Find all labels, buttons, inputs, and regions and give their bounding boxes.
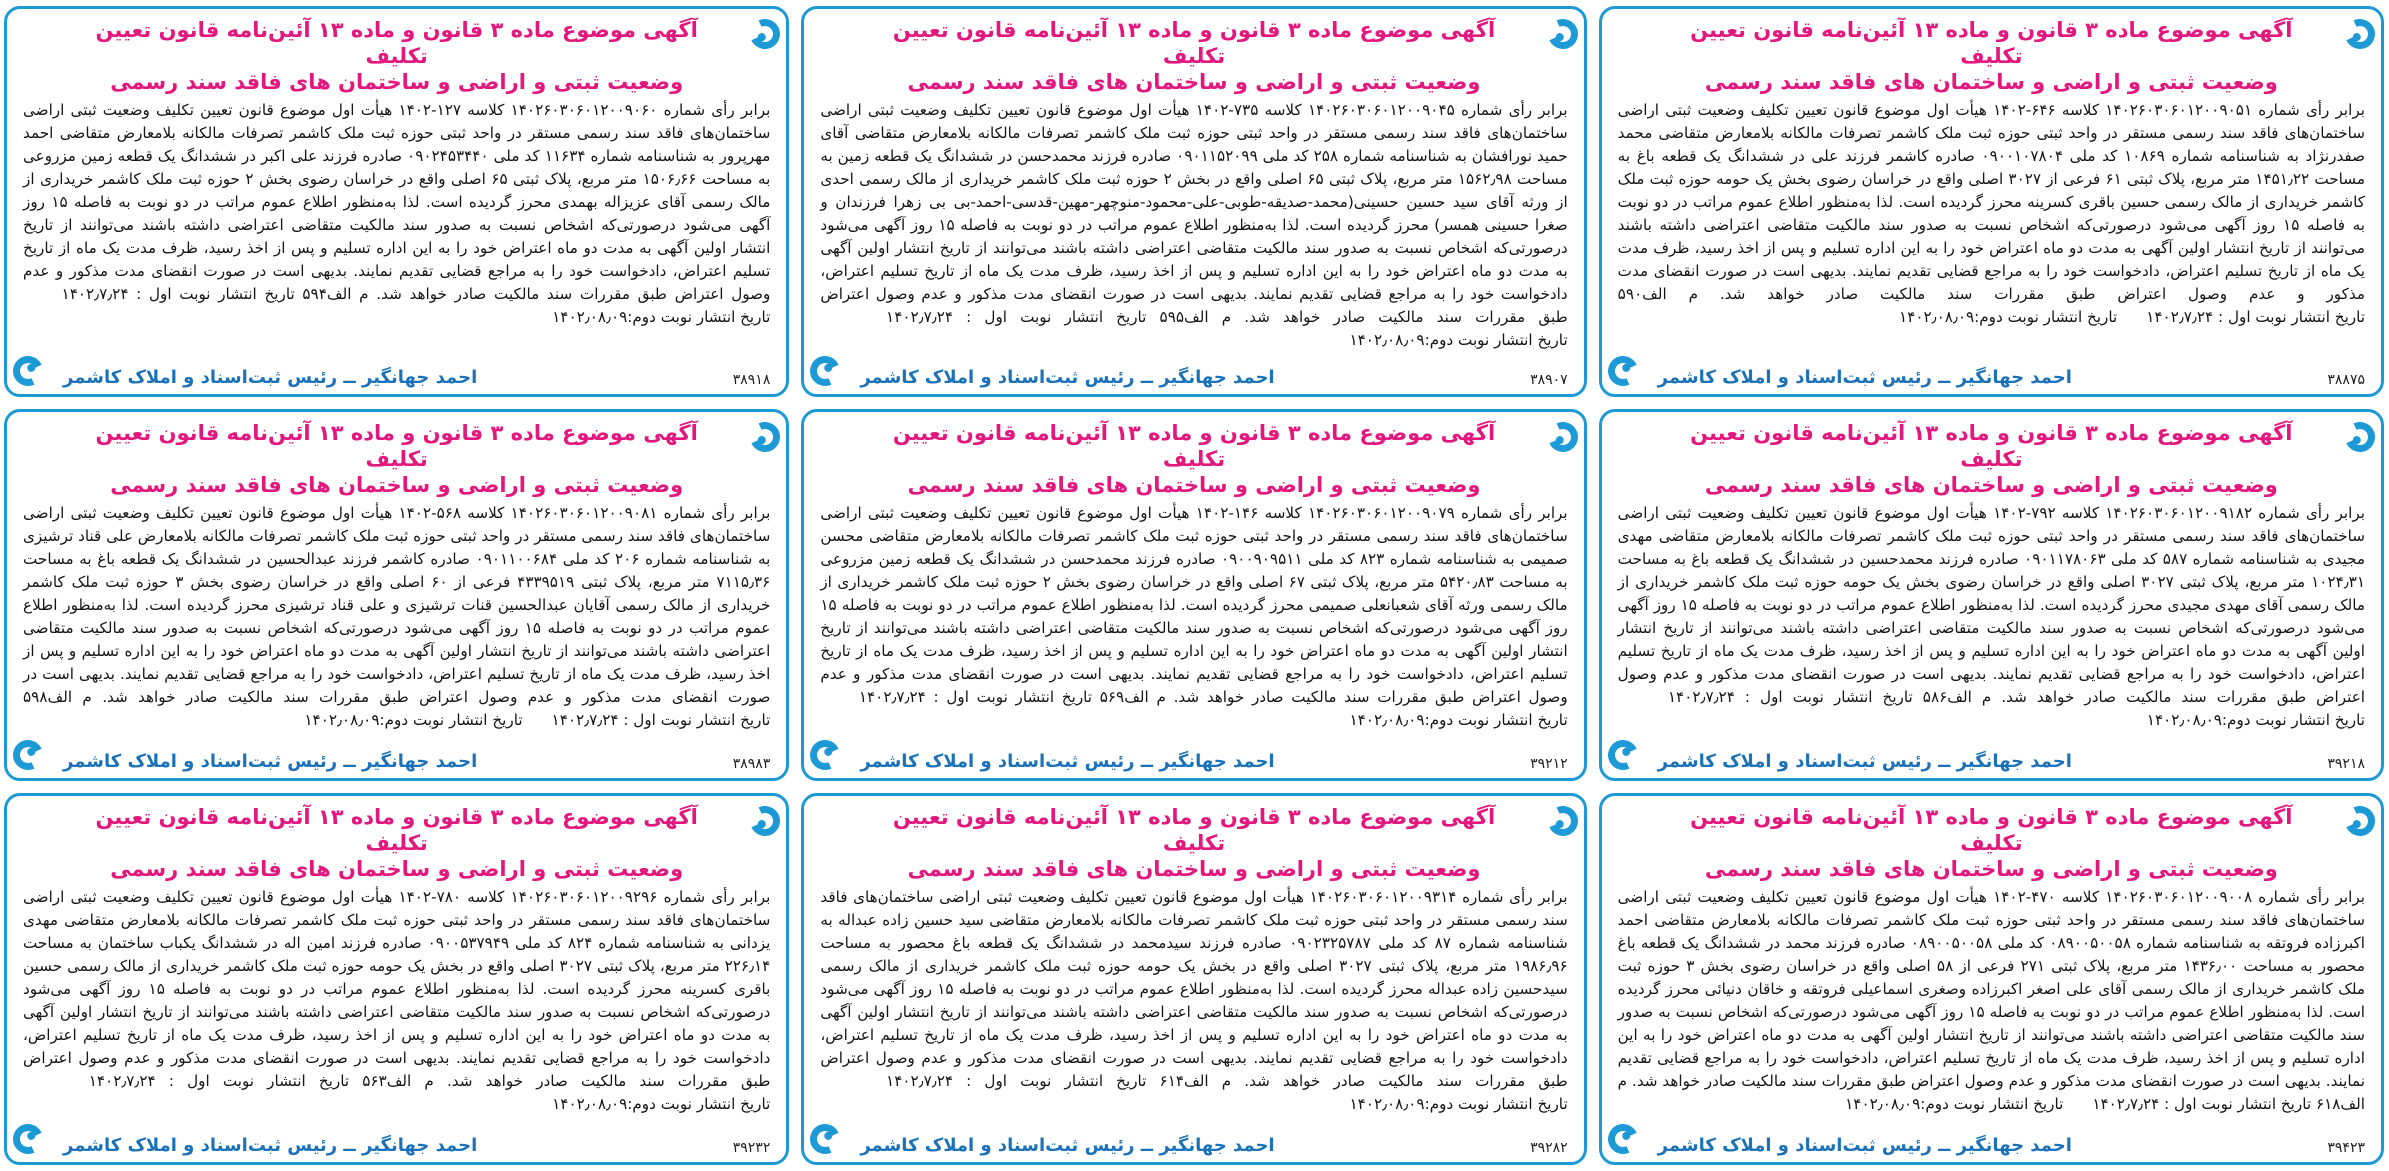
notice-footer (820, 1120, 1567, 1156)
notice-footer (23, 1120, 770, 1156)
notice-title-line1: آگهی موضوع ماده ۳ قانون و ماده ۱۳ آئین‌نامه قانون تعیین تکلیف (95, 18, 698, 68)
notice-title-line2: وضعیت ثبتی و اراضی و ساختمان های فاقد سند رسمی (907, 70, 1481, 94)
swirl-ornament-icon (746, 418, 784, 456)
notice-body (1618, 886, 2365, 1116)
notice-ref: م الف۶۱۴ (1159, 1072, 1232, 1090)
legal-notice (1599, 409, 2384, 781)
notice-body-specific: برابر رأی شماره ۱۴۰۲۶۰۳۰۶۰۱۲۰۰۹۱۸۲ کلاسه ۷۹۲-۱۴۰۲ هیأت اول موضوع قانون تعیین تکلیف وضعیت ثبتی اراضی ساختمان‌های فاقد سند رسمی مستقر در واحد ثبتی حوزه ثبت ملک کاشمر تصرفات مالکانه بلامعارض متقاضی مهدی مجیدی به شناسنامه شماره ۵۸۷ کد ملی ۰۹۰۱۱۷۸۰۶۳ صادره فرزند محمدحسین در ششدانگ یک قطعه باغ به مساحت ۱۰۲۴٫۳۱ متر مربع، پلاک ثبتی ۳۰۲۷ اصلی واقع در خراسان رضوی بخش یک حومه حوزه ثبت ملک کاشمر خریداری از مالک رسمی آقای مهدی مجیدی محرز گردیده است. (1617, 504, 2366, 614)
publish-date-first: تاریخ انتشار نوبت اول : ۱۴۰۲٫۷٫۲۴ (88, 1072, 350, 1090)
publish-date-second: تاریخ انتشار نوبت دوم:۱۴۰۲٫۰۸٫۰۹ (552, 1095, 771, 1113)
notice-title-line2: وضعیت ثبتی و اراضی و ساختمان های فاقد سند رسمی (1704, 473, 2278, 497)
notice-title-line2: وضعیت ثبتی و اراضی و ساختمان های فاقد سند رسمی (907, 473, 1481, 497)
publish-date-first: تاریخ انتشار نوبت اول : ۱۴۰۲٫۷٫۲۴ (2146, 308, 2365, 326)
publish-date-first: تاریخ انتشار نوبت اول : ۱۴۰۲٫۷٫۲۴ (1667, 688, 1913, 706)
notice-id: ۳۹۴۲۳ (2327, 1140, 2365, 1156)
notice-body-common: لذا به‌منظور اطلاع عموم مراتب در دو نوبت به فاصله ۱۵ روز آگهی می‌شود درصورتی‌که اشخاص نسبت به صدور سند مالکیت متقاضی اعتراضی داشته باشند می‌توانند از تاریخ انتشار اولین آگهی به مدت دو ماه اعتراض خود را به این اداره تسلیم و پس از اخذ رسید، ظرف مدت یک ماه از تاریخ تسلیم اعتراض، دادخواست خود را به مراجع قضایی تقدیم نمایند. بدیهی است در صورت انقضای مدت مذکور و عدم وصول اعتراض طبق مقررات سند مالکیت صادر خواهد شد. (1617, 1003, 2366, 1090)
notice-ref: م الف۵۶۳ (362, 1072, 434, 1090)
notice-body-specific: برابر رأی شماره ۱۴۰۲۶۰۳۰۶۰۱۲۰۰۹۰۶۰ کلاسه ۱۲۷-۱۴۰۲ هیأت اول موضوع قانون تعیین تکلیف وضعیت ثبتی اراضی ساختمان‌های فاقد سند رسمی مستقر در واحد ثبتی حوزه ثبت ملک کاشمر تصرفات مالکانه بلامعارض متقاضی احمد مهرپرور به شناسنامه شماره ۱۱۶۳۴ کد ملی ۰۹۰۲۴۵۳۴۴۰ صادره فرزند علی اکبر در ششدانگ یک قطعه زمین مزروعی به مساحت ۱۵۰۶٫۶۶ متر مربع، پلاک ثبتی ۶۵ اصلی واقع در خراسان رضوی بخش ۲ حوزه ثبت ملک کاشمر خریداری از مالک رسمی آقای عزیزاله بهمدی محرز گردیده است. (23, 101, 771, 211)
notice-title-line1: آگهی موضوع ماده ۳ قانون و ماده ۱۳ آئین‌نامه قانون تعیین تکلیف (1690, 805, 2293, 855)
notice-title (1658, 420, 2325, 498)
swirl-ornament-icon (1543, 802, 1581, 840)
notice-ref: م الف۵۹۰ (1617, 285, 1698, 303)
notice-title (1658, 804, 2325, 882)
notice-title-line2: وضعیت ثبتی و اراضی و ساختمان های فاقد سند رسمی (1704, 857, 2278, 881)
publish-date-second: تاریخ انتشار نوبت دوم:۱۴۰۲٫۰۸٫۰۹ (1899, 308, 2118, 326)
notice-ref: م الف۵۹۵ (1159, 308, 1232, 326)
notice-body (820, 886, 1567, 1116)
legal-notice (4, 409, 789, 781)
legal-notice (4, 6, 789, 397)
legal-notice (1599, 6, 2384, 397)
notice-body-specific: برابر رأی شماره ۱۴۰۲۶۰۳۰۶۰۱۲۰۰۹۰۴۵ کلاسه ۷۳۵-۱۴۰۲ هیأت اول موضوع قانون تعیین تکلیف وضعیت ثبتی اراضی ساختمان‌های فاقد سند رسمی مستقر در واحد ثبتی حوزه ثبت ملک کاشمر تصرفات مالکانه بلامعارض متقاضی آقای حمید نورافشان به شناسنامه شماره ۲۵۸ کد ملی ۰۹۰۱۱۵۲۰۹۹ صادره فرزند محمدحسن در ششدانگ یک قطعه زمین به مساحت ۱۵۶۲٫۹۸ متر مربع، پلاک ثبتی ۶۵ اصلی واقع در بخش ۲ حوزه ثبت ملک کاشمر خریداری از مالک رسمی احدی از ورثه آقای سید حسین حسینی(محمد-صدیقه-طوبی-علی-محمود-منوچهر-مهین-قدسی-احمد-بی بی زهرا فرزندان و صغرا حسینی همسر) محرز گردیده است. (820, 101, 1568, 234)
notice-title (63, 17, 730, 95)
publish-date-second: تاریخ انتشار نوبت دوم:۱۴۰۲٫۰۸٫۰۹ (1845, 1095, 2064, 1113)
notice-body-specific: برابر رأی شماره ۱۴۰۲۶۰۳۰۶۰۱۲۰۰۹۰۰۸ کلاسه ۴۷۰-۱۴۰۲ هیأت اول موضوع قانون تعیین تکلیف وضعیت ثبتی اراضی ساختمان‌های فاقد سند رسمی مستقر در واحد ثبتی حوزه ثبت ملک کاشمر تصرفات مالکانه بلامعارض متقاضی احمد اکبرزاده فروتقه به شناسنامه شماره ۰۸۹۰۰۵۰۰۵۸ کد ملی ۰۸۹۰۰۵۰۰۵۸ صادره فرزند محمد در ششدانگ یک قطعه باغ محصور به مساحت ۱۴۳۶٫۰۰ متر مربع، پلاک ثبتی ۲۷۱ فرعی از ۵۸ اصلی واقع در خراسان رضوی بخش ۳ حوزه ثبت ملک کاشمر خریداری از مالک رسمی آقای علی اصغر اکبرزاده وصغری اسماعیلی فروتقه و خاقان دنیائی محرز گردیده است. (1617, 888, 2366, 1021)
swirl-ornament-icon (2341, 802, 2379, 840)
notice-body-common: لذا به‌منظور اطلاع عموم مراتب در دو نوبت به فاصله ۱۵ روز آگهی می‌شود درصورتی‌که اشخاص نسبت به صدور سند مالکیت متقاضی اعتراضی داشته باشند می‌توانند از تاریخ انتشار اولین آگهی به مدت دو ماه اعتراض خود را به این اداره تسلیم و پس از اخذ رسید، ظرف مدت یک ماه از تاریخ تسلیم اعتراض، دادخواست خود را به مراجع قضایی تقدیم نمایند. بدیهی است در صورت انقضای مدت مذکور و عدم وصول اعتراض طبق مقررات سند مالکیت صادر خواهد شد. (23, 980, 771, 1090)
notice-body-common: لذا به‌منظور اطلاع عموم مراتب در دو نوبت به فاصله ۱۵ روز آگهی می‌شود درصورتی‌که اشخاص نسبت به صدور سند مالکیت متقاضی اعتراضی داشته باشند می‌توانند از تاریخ انتشار اولین آگهی به مدت دو ماه اعتراض خود را به این اداره تسلیم و پس از اخذ رسید، ظرف مدت یک ماه از تاریخ تسلیم اعتراض، دادخواست خود را به مراجع قضایی تقدیم نمایند. بدیهی است در صورت انقضای مدت مذکور و عدم وصول اعتراض طبق مقررات سند مالکیت صادر خواهد شد. (1617, 193, 2365, 303)
notice-ref: م الف۵۶۹ (1099, 688, 1166, 706)
notice-id: ۳۹۲۳۲ (732, 1140, 771, 1156)
publish-date-second: تاریخ انتشار نوبت دوم:۱۴۰۲٫۰۸٫۰۹ (1349, 1095, 1568, 1113)
notice-footer (820, 352, 1567, 388)
notice-title (1658, 17, 2325, 95)
notice-body (820, 99, 1567, 352)
notice-title (860, 420, 1527, 498)
signature: احمد جهانگیر ــ رئیس ثبت‌اسناد و املاک کاشمر (1657, 1135, 2072, 1156)
notice-id: ۳۹۲۸۲ (1530, 1140, 1568, 1156)
legal-notice (801, 793, 1586, 1165)
notice-body-common: لذا به‌منظور اطلاع عموم مراتب در دو نوبت به فاصله ۱۵ روز آگهی می‌شود درصورتی‌که اشخاص نسبت به صدور سند مالکیت متقاضی اعتراضی داشته باشند می‌توانند از تاریخ انتشار اولین آگهی به مدت دو ماه اعتراض خود را به این اداره تسلیم و پس از اخذ رسید، ظرف مدت یک ماه از تاریخ تسلیم اعتراض، دادخواست خود را به مراجع قضایی تقدیم نمایند. بدیهی است در صورت انقضای مدت مذکور و عدم وصول اعتراض طبق مقررات سند مالکیت صادر خواهد شد. (23, 193, 771, 303)
publish-date-first: تاریخ انتشار نوبت اول : ۱۴۰۲٫۷٫۲۴ (858, 688, 1093, 706)
notice-footer (23, 352, 770, 388)
signature: احمد جهانگیر ــ رئیس ثبت‌اسناد و املاک کاشمر (1657, 367, 2072, 388)
signature: احمد جهانگیر ــ رئیس ثبت‌اسناد و املاک کاشمر (860, 1135, 1275, 1156)
notice-id: ۳۸۹۰۷ (1530, 372, 1568, 388)
publish-date-second: تاریخ انتشار نوبت دوم:۱۴۰۲٫۰۸٫۰۹ (1349, 331, 1568, 349)
notice-footer (820, 736, 1567, 772)
notice-body-common: لذا به‌منظور اطلاع عموم مراتب در دو نوبت به فاصله ۱۵ روز آگهی می‌شود درصورتی‌که اشخاص نسبت به صدور سند مالکیت متقاضی اعتراضی داشته باشند می‌توانند از تاریخ انتشار اولین آگهی به مدت دو ماه اعتراض خود را به این اداره تسلیم و پس از اخذ رسید، ظرف مدت یک ماه از تاریخ تسلیم اعتراض، دادخواست خود را به مراجع قضایی تقدیم نمایند. بدیهی است در صورت انقضای مدت مذکور و عدم وصول اعتراض طبق مقررات سند مالکیت صادر خواهد شد. (820, 980, 1568, 1090)
notices-page (4, 6, 2384, 1165)
notice-id: ۳۸۹۱۸ (732, 372, 771, 388)
notice-title-line1: آگهی موضوع ماده ۳ قانون و ماده ۱۳ آئین‌نامه قانون تعیین تکلیف (892, 421, 1496, 471)
notice-title-line2: وضعیت ثبتی و اراضی و ساختمان های فاقد سند رسمی (110, 473, 684, 497)
notice-body-specific: برابر رأی شماره ۱۴۰۲۶۰۳۰۶۰۱۲۰۰۹۰۷۹ کلاسه ۱۴۶-۱۴۰۲ هیأت اول موضوع قانون تعیین تکلیف وضعیت ثبتی اراضی ساختمان‌های فاقد سند رسمی مستقر در واحد ثبتی حوزه ثبت ملک کاشمر تصرفات مالکانه بلامعارض متقاضی محسن صمیمی به شناسنامه شماره ۸۲۳ کد ملی ۰۹۰۰۹۰۹۵۱۱ صادره فرزند محمدحسن در ششدانگ یک قطعه زمین مزروعی به مساحت ۵۴۲۰٫۸۳ متر مربع، پلاک ثبتی ۶۷ اصلی واقع در خراسان رضوی بخش ۲ حوزه ثبت ملک کاشمر خریداری از مالک رسمی ورثه آقای شعبانعلی صمیمی محرز گردیده است. (820, 504, 1568, 614)
notice-title-line2: وضعیت ثبتی و اراضی و ساختمان های فاقد سند رسمی (110, 70, 684, 94)
publish-date-first: تاریخ انتشار نوبت اول : ۱۴۰۲٫۷٫۲۴ (2092, 1095, 2312, 1113)
publish-date-first: تاریخ انتشار نوبت اول : ۱۴۰۲٫۷٫۲۴ (61, 285, 295, 303)
legal-notice (4, 793, 789, 1165)
notice-title-line2: وضعیت ثبتی و اراضی و ساختمان های فاقد سند رسمی (1704, 70, 2278, 94)
publish-date-second: تاریخ انتشار نوبت دوم:۱۴۰۲٫۰۸٫۰۹ (1349, 711, 1568, 729)
notice-title-line1: آگهی موضوع ماده ۳ قانون و ماده ۱۳ آئین‌نامه قانون تعیین تکلیف (1690, 18, 2293, 68)
notice-title (63, 420, 730, 498)
notice-id: ۳۹۲۱۸ (2327, 756, 2365, 772)
notice-id: ۳۹۲۱۲ (1530, 756, 1568, 772)
notice-title-line1: آگهی موضوع ماده ۳ قانون و ماده ۱۳ آئین‌نامه قانون تعیین تکلیف (1690, 421, 2293, 471)
notice-body (1618, 502, 2365, 732)
notice-title-line2: وضعیت ثبتی و اراضی و ساختمان های فاقد سند رسمی (907, 857, 1481, 881)
publish-date-second: تاریخ انتشار نوبت دوم:۱۴۰۲٫۰۸٫۰۹ (2146, 711, 2365, 729)
notice-body-common: لذا به‌منظور اطلاع عموم مراتب در دو نوبت به فاصله ۱۵ روز آگهی می‌شود درصورتی‌که اشخاص نسبت به صدور سند مالکیت متقاضی اعتراضی داشته باشند می‌توانند از تاریخ انتشار اولین آگهی به مدت دو ماه اعتراض خود را به این اداره تسلیم و پس از اخذ رسید، ظرف مدت یک ماه از تاریخ تسلیم اعتراض، دادخواست خود را به مراجع قضایی تقدیم نمایند. بدیهی است در صورت انقضای مدت مذکور و عدم وصول اعتراض طبق مقررات سند مالکیت صادر خواهد شد. (820, 216, 1568, 326)
notice-ref: م الف۵۸۶ (1922, 688, 1992, 706)
publish-date-first: تاریخ انتشار نوبت اول : ۱۴۰۲٫۷٫۲۴ (551, 711, 771, 729)
notice-body (23, 502, 770, 732)
notice-body (23, 886, 770, 1116)
swirl-ornament-icon (2341, 418, 2379, 456)
notice-body-common: لذا به‌منظور اطلاع عموم مراتب در دو نوبت به فاصله ۱۵ روز آگهی می‌شود درصورتی‌که اشخاص نسبت به صدور سند مالکیت متقاضی اعتراضی داشته باشند می‌توانند از تاریخ انتشار اولین آگهی به مدت دو ماه اعتراض خود را به این اداره تسلیم و پس از اخذ رسید، ظرف مدت یک ماه از تاریخ تسلیم اعتراض، دادخواست خود را به مراجع قضایی تقدیم نمایند. بدیهی است در صورت انقضای مدت مذکور و عدم وصول اعتراض طبق مقررات سند مالکیت صادر خواهد شد. (23, 596, 771, 706)
publish-date-first: تاریخ انتشار نوبت اول : ۱۴۰۲٫۷٫۲۴ (886, 1072, 1147, 1090)
notice-body-specific: برابر رأی شماره ۱۴۰۲۶۰۳۰۶۰۱۲۰۰۹۰۵۱ کلاسه ۶۴۶-۱۴۰۲ هیأت اول موضوع قانون تعیین تکلیف وضعیت ثبتی اراضی ساختمان‌های فاقد سند رسمی مستقر در واحد ثبتی حوزه ثبت ملک کاشمر تصرفات مالکانه بلامعارض متقاضی محمد صفدرنژاد به شناسنامه شماره ۱۰۸۶۹ کد ملی ۰۹۰۰۱۰۷۸۰۴ صادره کاشمر فرزند علی در ششدانگ یک قطعه باغ به مساحت ۱۴۵۱٫۲۲ متر مربع، پلاک ثبتی ۶۱ فرعی از ۳۰۲۷ اصلی واقع در خراسان رضوی بخش یک حومه حوزه ثبت ملک کاشمر خریداری از مالک رسمی حسین باقری کسرینه محرز گردیده است. (1617, 101, 2365, 211)
signature: احمد جهانگیر ــ رئیس ثبت‌اسناد و املاک کاشمر (1657, 751, 2072, 772)
notice-ref: م الف۵۹۴ (302, 285, 369, 303)
notice-title-line1: آگهی موضوع ماده ۳ قانون و ماده ۱۳ آئین‌نامه قانون تعیین تکلیف (892, 18, 1496, 68)
notice-footer (1618, 352, 2365, 388)
publish-date-second: تاریخ انتشار نوبت دوم:۱۴۰۲٫۰۸٫۰۹ (552, 308, 771, 326)
notice-title-line1: آگهی موضوع ماده ۳ قانون و ماده ۱۳ آئین‌نامه قانون تعیین تکلیف (892, 805, 1496, 855)
notice-id: ۳۸۸۷۵ (2327, 372, 2365, 388)
notice-footer (1618, 1120, 2365, 1156)
notice-body (1618, 99, 2365, 329)
signature: احمد جهانگیر ــ رئیس ثبت‌اسناد و املاک کاشمر (63, 751, 478, 772)
notice-body-common: لذا به‌منظور اطلاع عموم مراتب در دو نوبت به فاصله ۱۵ روز آگهی می‌شود درصورتی‌که اشخاص نسبت به صدور سند مالکیت متقاضی اعتراضی داشته باشند می‌توانند از تاریخ انتشار اولین آگهی به مدت دو ماه اعتراض خود را به این اداره تسلیم و پس از اخذ رسید، ظرف مدت یک ماه از تاریخ تسلیم اعتراض، دادخواست خود را به مراجع قضایی تقدیم نمایند. بدیهی است در صورت انقضای مدت مذکور و عدم وصول اعتراض طبق مقررات سند مالکیت صادر خواهد شد. (820, 596, 1568, 706)
signature: احمد جهانگیر ــ رئیس ثبت‌اسناد و املاک کاشمر (63, 367, 478, 388)
swirl-ornament-icon (1543, 418, 1581, 456)
notice-body-specific: برابر رأی شماره ۱۴۰۲۶۰۳۰۶۰۱۲۰۰۹۳۱۴ هیأت اول موضوع قانون تعیین تکلیف وضعیت ثبتی اراضی ساختمان‌های فاقد سند رسمی مستقر در واحد ثبتی حوزه ثبت ملک کاشمر تصرفات مالکانه بلامعارض متقاضی سید حسین زاده عبداله به شناسنامه شماره ۸۷ کد ملی ۰۹۰۲۳۲۵۷۸۷ صادره فرزند سیدمحمد در ششدانگ یک قطعه باغ محصور به مساحت ۱۹۸۶٫۹۶ متر مربع، پلاک ثبتی ۳۰۲۷ اصلی واقع در بخش یک حومه حوزه ثبت ملک کاشمر خریداری از مالک رسمی سیدحسین زاده عبداله محرز گردیده است. (820, 888, 1568, 998)
swirl-ornament-icon (746, 15, 784, 53)
legal-notice (801, 409, 1586, 781)
swirl-ornament-icon (746, 802, 784, 840)
notice-title-line1: آگهی موضوع ماده ۳ قانون و ماده ۱۳ آئین‌نامه قانون تعیین تکلیف (95, 421, 698, 471)
notice-body-common: لذا به‌منظور اطلاع عموم مراتب در دو نوبت به فاصله ۱۵ روز آگهی می‌شود درصورتی‌که اشخاص نسبت به صدور سند مالکیت متقاضی اعتراضی داشته باشند می‌توانند از تاریخ انتشار اولین آگهی به مدت دو ماه اعتراض خود را به این اداره تسلیم و پس از اخذ رسید، ظرف مدت یک ماه از تاریخ تسلیم اعتراض، دادخواست خود را به مراجع قضایی تقدیم نمایند. بدیهی است در صورت انقضای مدت مذکور و عدم وصول اعتراض طبق مقررات سند مالکیت صادر خواهد شد. (1617, 596, 2365, 706)
signature: احمد جهانگیر ــ رئیس ثبت‌اسناد و املاک کاشمر (860, 367, 1275, 388)
notice-ref: م الف۶۱۸ (1617, 1072, 2365, 1113)
notice-footer (23, 736, 770, 772)
notice-title (860, 804, 1527, 882)
notice-ref: م الف۵۹۸ (23, 688, 92, 706)
signature: احمد جهانگیر ــ رئیس ثبت‌اسناد و املاک کاشمر (860, 751, 1275, 772)
signature: احمد جهانگیر ــ رئیس ثبت‌اسناد و املاک کاشمر (63, 1135, 478, 1156)
notice-body (820, 502, 1567, 732)
notice-title (63, 804, 730, 882)
notice-title-line2: وضعیت ثبتی و اراضی و ساختمان های فاقد سند رسمی (110, 857, 684, 881)
notice-body-specific: برابر رأی شماره ۱۴۰۲۶۰۳۰۶۰۱۲۰۰۹۰۸۱ کلاسه ۵۶۸-۱۴۰۲ هیأت اول موضوع قانون تعیین تکلیف وضعیت ثبتی اراضی ساختمان‌های فاقد سند رسمی مستقر در واحد ثبتی حوزه ثبت ملک کاشمر تصرفات مالکانه بلامعارض علی قناد ترشیزی به شناسنامه شماره ۲۰۶ کد ملی ۰۹۰۱۱۰۰۶۸۴ صادره کاشمر فرزند عبدالحسین در ششدانگ یک قطعه باغ به مساحت ۷۱۱۵٫۳۶ متر مربع، پلاک ثبتی ۴۳۳۹۵۱۹ فرعی از ۶۰ اصلی واقع در خراسان رضوی بخش ۳ حوزه ثبت ملک کاشمر خریداری از مالک رسمی آقایان عبدالحسین قنات ترشیزی و علی قناد ترشیزی محرز گردیده است. (23, 504, 771, 614)
notice-title-line1: آگهی موضوع ماده ۳ قانون و ماده ۱۳ آئین‌نامه قانون تعیین تکلیف (95, 805, 698, 855)
legal-notice (801, 6, 1586, 397)
notice-title (860, 17, 1527, 95)
publish-date-second: تاریخ انتشار نوبت دوم:۱۴۰۲٫۰۸٫۰۹ (304, 711, 523, 729)
legal-notice (1599, 793, 2384, 1165)
notice-body (23, 99, 770, 329)
swirl-ornament-icon (2341, 15, 2379, 53)
swirl-ornament-icon (1543, 15, 1581, 53)
notice-footer (1618, 736, 2365, 772)
notice-body-specific: برابر رأی شماره ۱۴۰۲۶۰۳۰۶۰۱۲۰۰۹۲۹۶ کلاسه ۷۸۰-۱۴۰۲ هیأت اول موضوع قانون تعیین تکلیف وضعیت ثبتی اراضی ساختمان‌های فاقد سند رسمی مستقر در واحد ثبتی حوزه ثبت ملک کاشمر تصرفات مالکانه بلامعارض متقاضی مهدی یزدانی به شناسنامه شماره ۸۲۴ کد ملی ۰۹۰۰۵۳۷۹۴۹ صادره فرزند امین اله در ششدانگ یکباب ساختمان به مساحت ۲۲۶٫۱۴ متر مربع، پلاک ثبتی ۳۰۲۷ اصلی واقع در بخش یک حومه حوزه ثبت ملک کاشمر خریداری از مالک رسمی حسین باقری کسرینه محرز گردیده است. (23, 888, 771, 998)
notice-id: ۳۸۹۸۳ (732, 756, 771, 772)
publish-date-first: تاریخ انتشار نوبت اول : ۱۴۰۲٫۷٫۲۴ (886, 308, 1147, 326)
